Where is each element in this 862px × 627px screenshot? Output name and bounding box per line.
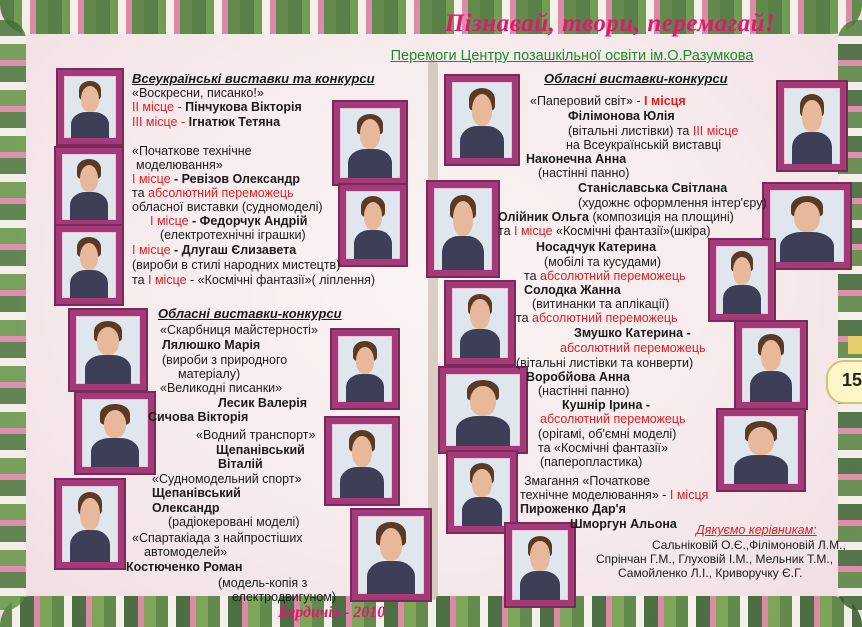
winner-name: Станіславська Світлана (578, 181, 728, 195)
award-detail: (настінні панно) (538, 166, 630, 180)
contest-name: «Водний транспорт» (196, 428, 316, 442)
award-detail: (радіокеровані моделі) (168, 515, 300, 529)
award-detail: матеріалу) (178, 367, 241, 381)
award-line: та абсолютний переможець (524, 269, 686, 283)
winner-name: Змушко Катерина - (574, 326, 691, 340)
footer-city-year: Бердичів - 2010 (278, 604, 386, 621)
winner-name: Віталій (218, 457, 263, 471)
award-line: І місце - Федорчук Андрій (150, 214, 308, 228)
contest-name: моделювання» (136, 158, 223, 172)
photo-vorobiova (440, 368, 526, 452)
poster-subtitle: Перемоги Центру позашкільної освіти ім.О.Разумкова (390, 48, 754, 64)
award-detail: (електротехнічні іграшки) (160, 228, 306, 242)
all-ukrainian-header: Всеукраїнські виставки та конкурси (132, 71, 375, 86)
cross-icon (848, 336, 862, 354)
page-number-tab (826, 360, 862, 404)
photo-ihnatiuk (334, 102, 406, 184)
award-detail: на Всеукраїнській виставці (566, 138, 722, 152)
winner-name: Кушнір Ірина - (562, 398, 651, 412)
thanks-line: Сальніковій О.Є.,Філімоновій Л.М., (652, 538, 846, 552)
award-line: ІІІ місце - Ігнатюк Тетяна (132, 115, 281, 129)
poster-title: Пізнавай, твори, перемагай! (444, 10, 776, 37)
winner-name: Олександр (152, 501, 220, 515)
contest-name: «Скарбниця майстерності» (160, 323, 318, 337)
award-detail: (вироби в стилі народних мистецтв) (132, 258, 341, 272)
photo-shchepanivskyi-v (326, 418, 398, 504)
winner-name: Пироженко Дар'я (520, 502, 626, 516)
award-line: абсолютний переможець (560, 341, 706, 355)
photo-kushnir (718, 410, 804, 490)
contest-name: «Спартакіада з найпростіших (132, 531, 303, 545)
photo-filimonova (446, 76, 518, 164)
photo-pyrozhenko (448, 452, 516, 532)
page-number: 15 (842, 370, 862, 390)
photo-nakonechna (428, 182, 498, 276)
floral-border-left (0, 20, 26, 610)
photo-sychova (76, 393, 154, 473)
award-detail: (настінні панно) (538, 384, 630, 398)
winner-name: Солодка Жанна (524, 283, 621, 297)
award-line: (вітальні листівки) та ІІІ місце (568, 124, 739, 138)
winner-name: Сичова Вікторія (148, 410, 249, 424)
photo-shchepanivskyi-o (56, 480, 124, 568)
photo-nosadchuk (710, 240, 774, 320)
award-detail: (мобілі та кусудами) (544, 255, 661, 269)
award-detail: (художнє оформлення інтер'єру) (578, 196, 767, 210)
photo-olijnyk (764, 184, 850, 268)
photo-shmorhun (506, 524, 574, 606)
winner-name: Щепанівський (152, 486, 241, 500)
photo-solodka (446, 282, 514, 364)
award-line: та І місце - «Космічні фантазії»( ліплення) (132, 273, 376, 287)
contest-name: «Воскресни, писанко!» (132, 86, 264, 100)
regional-header-right: Обласні виставки-конкурси (544, 71, 728, 86)
thanks-line: Самойленко Л.І., Криворучку Є.Г. (618, 566, 803, 580)
award-line: технічне моделювання» - І місця (520, 488, 709, 502)
photo-supervisor (778, 82, 846, 170)
contest-name: «Судномодельний спорт» (152, 472, 302, 486)
photo-lialiushko (70, 310, 146, 390)
award-line: абсолютний переможець (540, 412, 686, 426)
winner-name: Костюченко Роман (126, 560, 243, 574)
award-line: Олійник Ольга (композиція на площині) (498, 210, 734, 224)
photo-zmushko (736, 322, 806, 408)
award-line: та І місце «Космічні фантазії»(шкіра) (498, 224, 711, 238)
regional-header: Обласні виставки-конкурси (158, 306, 342, 321)
contest-name: «Великодні писанки» (160, 381, 283, 395)
award-detail: та «Космічні фантазії» (538, 441, 668, 455)
award-detail: (вітальні листівки та конверти) (516, 356, 694, 370)
floral-border-bottom (0, 596, 862, 627)
winner-name: Воробйова Анна (526, 370, 630, 384)
photo-lesyk (332, 330, 398, 408)
contest-name: «Початкове технічне (132, 144, 252, 158)
award-detail: (орігамі, об'ємні моделі) (538, 427, 677, 441)
photo-pinchukova (58, 70, 122, 144)
award-detail: (паперопластика) (540, 455, 643, 469)
winner-name: Щепанівський (216, 443, 305, 457)
winner-name: Шморгун Альона (570, 517, 677, 531)
winner-name: Носадчук Катерина (536, 240, 657, 254)
award-line: «Паперовий світ» - І місця (530, 94, 686, 108)
award-line: ІІ місце - Пінчукова Вікторія (132, 100, 302, 114)
contest-name: автомоделей» (144, 545, 228, 559)
award-detail: (витинанки та аплікації) (532, 297, 670, 311)
photo-fedorchuk (340, 185, 406, 265)
winner-name: Філімонова Юлія (568, 109, 675, 123)
award-line: І місце - Ревізов Олександр (132, 172, 301, 186)
award-line: та абсолютний переможець (516, 311, 678, 325)
award-line: І місце - Длугаш Єлизавета (132, 243, 297, 257)
award-line: та абсолютний переможець (132, 186, 294, 200)
award-detail: (вироби з природного (162, 353, 288, 367)
winner-name: Лялюшко Марія (162, 338, 261, 352)
award-detail: обласної виставки (судномоделі) (132, 200, 323, 214)
winner-name: Наконечна Анна (526, 152, 627, 166)
contest-name: Змагання «Початкове (524, 474, 650, 488)
award-detail: електродвигуном) (232, 590, 337, 604)
award-detail: (модель-копія з (218, 576, 308, 590)
thanks-header: Дякуємо керівникам: (696, 523, 817, 537)
photo-revizov (56, 148, 122, 226)
photo-dluhash (56, 226, 122, 304)
thanks-line: Спрінчан Г.М., Глуховій І.М., Мельник Т.М., (596, 552, 834, 566)
photo-kostiuchenko (352, 510, 430, 600)
winner-name: Лесик Валерія (218, 396, 308, 410)
